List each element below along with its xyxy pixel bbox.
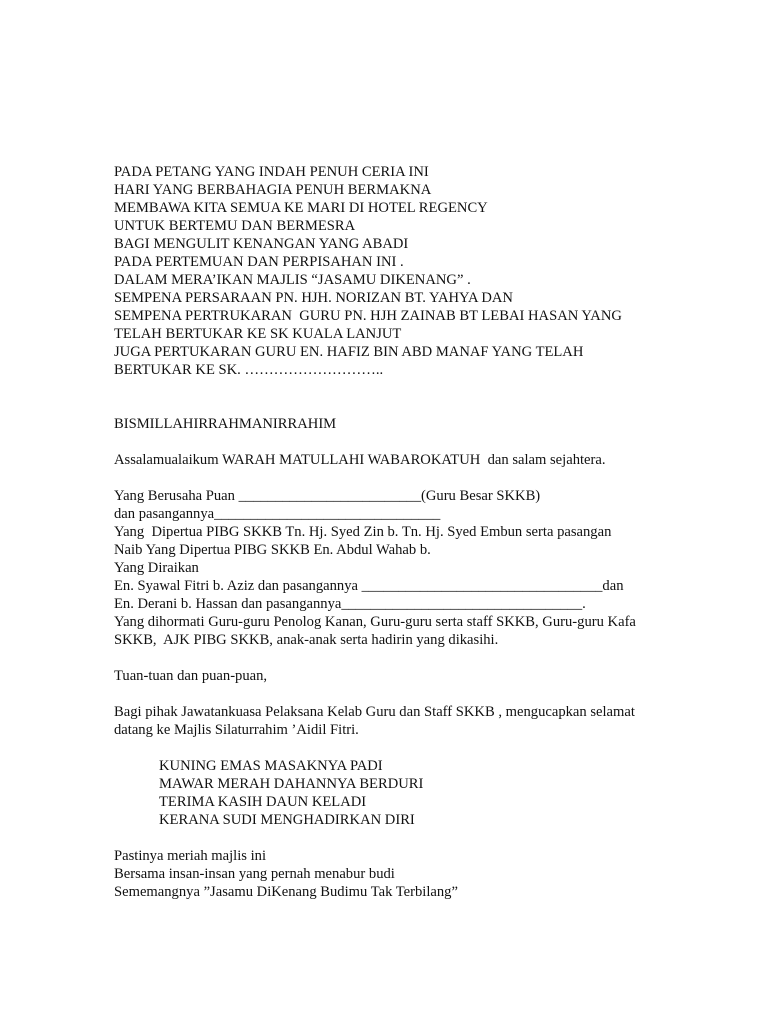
greeting-line: En. Syawal Fitri b. Aziz dan pasangannya _________________________________dan [114,578,624,594]
intro-line: SEMPENA PERSARAAN PN. HJH. NORIZAN BT. YAHYA DAN [114,290,513,306]
greeting-line: Naib Yang Dipertua PIBG SKKB En. Abdul Wahab b. [114,542,431,558]
intro-line: HARI YANG BERBAHAGIA PENUH BERMAKNA [114,182,432,198]
pantun-line: MAWAR MERAH DAHANNYA BERDURI [159,776,424,792]
greeting-line: dan pasangannya_______________________________ [114,506,441,522]
bismillah-heading: BISMILLAHIRRAHMANIRRAHIM [114,416,337,432]
intro-line: DALAM MERA’IKAN MAJLIS “JASAMU DIKENANG” . [114,272,471,288]
closing-block [114,847,674,901]
pantun-line: KUNING EMAS MASAKNYA PADI [159,758,383,774]
pantun-line: TERIMA KASIH DAUN KELADI [159,794,367,810]
welcome-line: datang ke Majlis Silaturrahim ’Aidil Fitri. [114,722,359,738]
intro-line: MEMBAWA KITA SEMUA KE MARI DI HOTEL REGENCY [114,200,488,216]
intro-line: PADA PETANG YANG INDAH PENUH CERIA INI [114,164,429,180]
welcome-block [114,703,674,739]
closing-line: Pastinya meriah majlis ini [114,848,266,864]
intro-line: PADA PERTEMUAN DAN PERPISAHAN INI . [114,254,404,270]
intro-line: BERTUKAR KE SK. ……………………….. [114,362,384,378]
closing-line: Sememangnya ”Jasamu DiKenang Budimu Tak Terbilang” [114,884,458,900]
intro-line: UNTUK BERTEMU DAN BERMESRA [114,218,356,234]
welcome-line: Bagi pihak Jawatankuasa Pelaksana Kelab Guru dan Staff SKKB , mengucapkan selamat [114,704,635,720]
intro-line: SEMPENA PERTRUKARAN GURU PN. HJH ZAINAB BT LEBAI HASAN YANG [114,308,622,324]
pantun-block [114,757,674,829]
salam-line: Assalamualaikum WARAH MATULLAHI WABAROKATUH dan salam sejahtera. [114,452,606,468]
closing-line: Bersama insan-insan yang pernah menabur budi [114,866,395,882]
address-line: Tuan-tuan dan puan-puan, [114,668,268,684]
greeting-line: En. Derani b. Hassan dan pasangannya_________________________________. [114,596,586,612]
greeting-line: Yang Berusaha Puan _________________________(Guru Besar SKKB) [114,488,541,504]
greeting-line: Yang Dipertua PIBG SKKB Tn. Hj. Syed Zin b. Tn. Hj. Syed Embun serta pasangan [114,524,612,540]
document-body [114,163,674,901]
intro-line: TELAH BERTUKAR KE SK KUALA LANJUT [114,326,402,342]
greeting-line: Yang Diraikan [114,560,199,576]
greeting-line: Yang dihormati Guru-guru Penolog Kanan, Guru-guru serta staff SKKB, Guru-guru Kafa [114,614,636,630]
intro-line: JUGA PERTUKARAN GURU EN. HAFIZ BIN ABD MANAF YANG TELAH [114,344,584,360]
intro-line: BAGI MENGULIT KENANGAN YANG ABADI [114,236,409,252]
greetings-block [114,487,674,649]
greeting-line: SKKB, AJK PIBG SKKB, anak-anak serta hadirin yang dikasihi. [114,632,499,648]
pantun-line: KERANA SUDI MENGHADIRKAN DIRI [159,812,415,828]
intro-block [114,163,674,379]
